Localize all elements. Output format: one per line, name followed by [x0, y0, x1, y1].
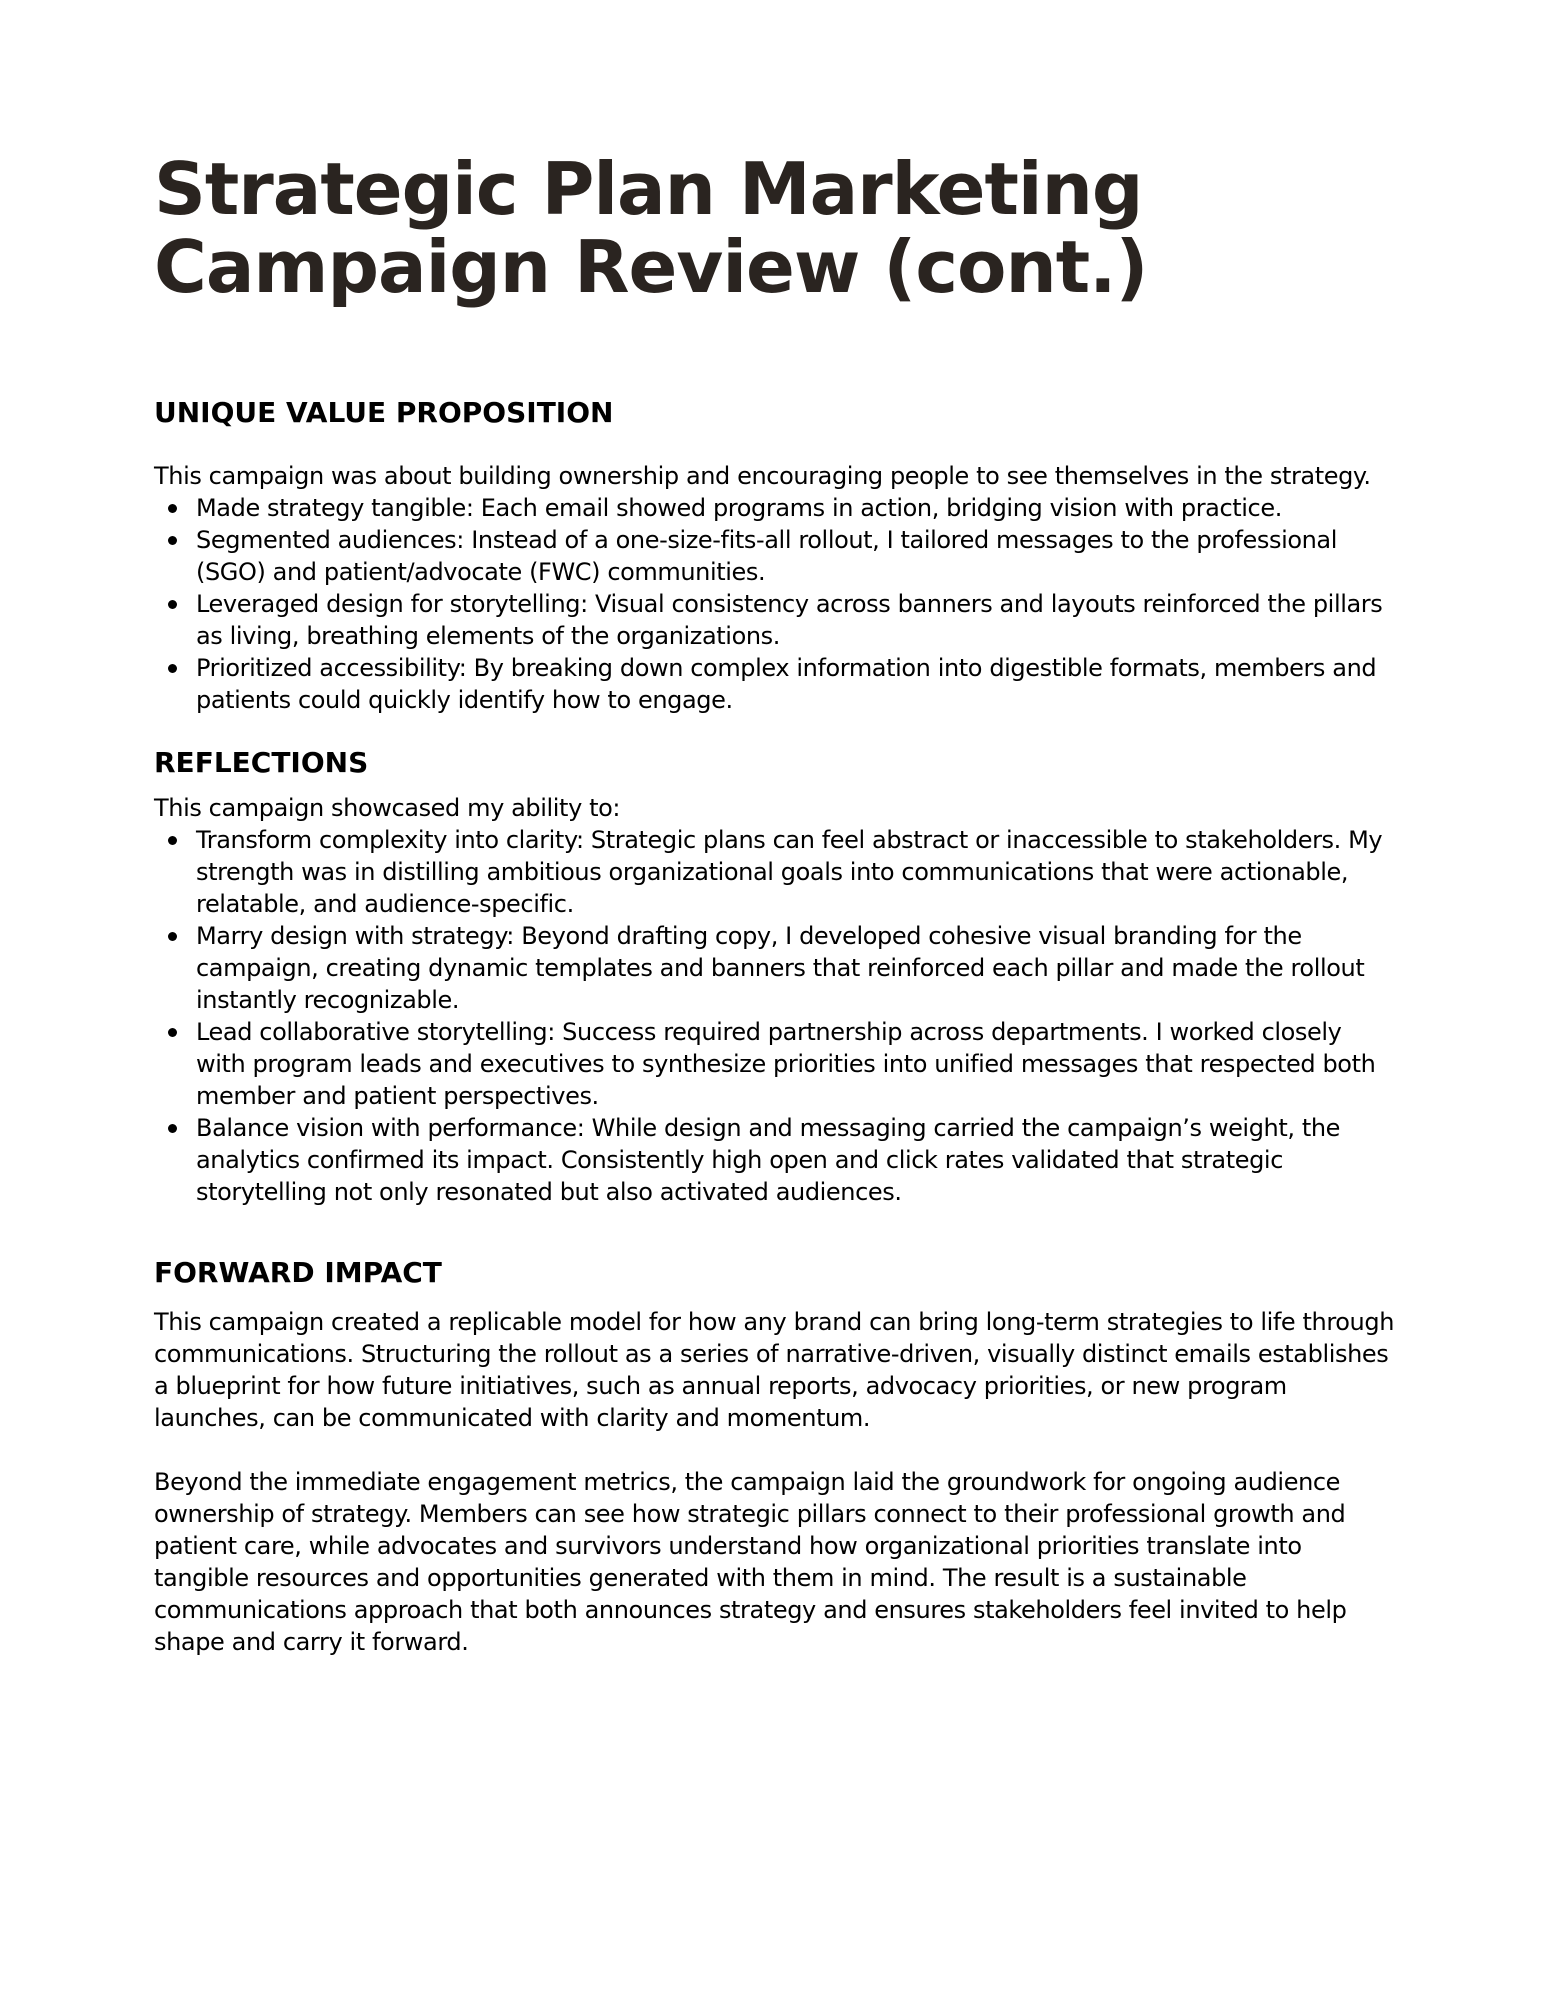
bullet-icon	[168, 504, 177, 513]
bullet-icon	[168, 600, 177, 609]
list-item-text: Lead collaborative storytelling: Success required partnership across departments. I worked closely with program leads and executives to synthesize priorities into unified messages that respected both member and patient perspectives.	[196, 1018, 1376, 1110]
list-item-text: Segmented audiences: Instead of a one-size-fits-all rollout, I tailored messages to the professional (SGO) and patient/advocate (FWC) communities.	[196, 526, 1338, 586]
section-heading-forward-impact: FORWARD IMPACT	[154, 1256, 442, 1289]
list-item-text: Marry design with strategy: Beyond drafting copy, I developed cohesive visual branding for the campaign, creating dynamic templates and banners that reinforced each pillar and made the rollout instantly recognizable.	[196, 922, 1365, 1014]
reflections-intro-paragraph: This campaign showcased my ability to:	[154, 794, 621, 822]
list-item	[154, 524, 1394, 588]
uvp-intro-paragraph: This campaign was about building ownership and encouraging people to see themselves in the strategy.	[154, 462, 1371, 490]
list-item-text: Transform complexity into clarity: Strategic plans can feel abstract or inaccessible to stakeholders. My strength was in distilling ambitious organizational goals into communications that were actionable, relatable, and audience-specific.	[196, 826, 1383, 918]
document-page	[154, 147, 1395, 1658]
reflections-bullet-list	[154, 824, 1394, 1208]
list-item	[154, 1016, 1394, 1112]
bullet-icon	[168, 664, 177, 673]
list-item-text: Balance vision with performance: While design and messaging carried the campaign’s weight, the analytics confirmed its impact. Consistently high open and click rates validated that strategic storytelling not only resonated but also activated audiences.	[196, 1114, 1341, 1206]
list-item	[154, 652, 1394, 716]
bullet-icon	[168, 1124, 177, 1133]
section-heading-unique-value-proposition: UNIQUE VALUE PROPOSITION	[154, 396, 614, 429]
page-title: Strategic Plan Marketing Campaign Review (cont.)	[154, 147, 1148, 309]
list-item-text: Prioritized accessibility: By breaking down complex information into digestible formats, members and patients could quickly identify how to engage.	[196, 654, 1377, 714]
list-item	[154, 588, 1394, 652]
uvp-bullet-list	[154, 492, 1394, 716]
bullet-icon	[168, 1028, 177, 1037]
bullet-icon	[168, 536, 177, 545]
list-item	[154, 824, 1394, 920]
list-item	[154, 1112, 1394, 1208]
forward-impact-paragraph-2: Beyond the immediate engagement metrics, the campaign laid the groundwork for ongoing audience ownership of strategy. Members can see how strategic pillars connect to their professional growth and patient care, while advocates and survivors understand how organizational priorities translate into tangible resources and opportunities generated with them in mind. The result is a sustainable communications approach that both announces strategy and ensures stakeholders feel invited to help shape and carry it forward.	[154, 1468, 1347, 1656]
section-heading-reflections: REFLECTIONS	[154, 746, 369, 779]
list-item-text: Leveraged design for storytelling: Visual consistency across banners and layouts reinforced the pillars as living, breathing elements of the organizations.	[196, 590, 1383, 650]
list-item	[154, 920, 1394, 1016]
list-item	[154, 492, 1394, 524]
bullet-icon	[168, 932, 177, 941]
list-item-text: Made strategy tangible: Each email showed programs in action, bridging vision with practice.	[196, 494, 1282, 522]
forward-impact-paragraph-1: This campaign created a replicable model for how any brand can bring long-term strategies to life through communications. Structuring the rollout as a series of narrative-driven, visually distinct emails establishes a blueprint for how future initiatives, such as annual reports, advocacy priorities, or new program launches, can be communicated with clarity and momentum.	[154, 1308, 1395, 1432]
bullet-icon	[168, 836, 177, 845]
